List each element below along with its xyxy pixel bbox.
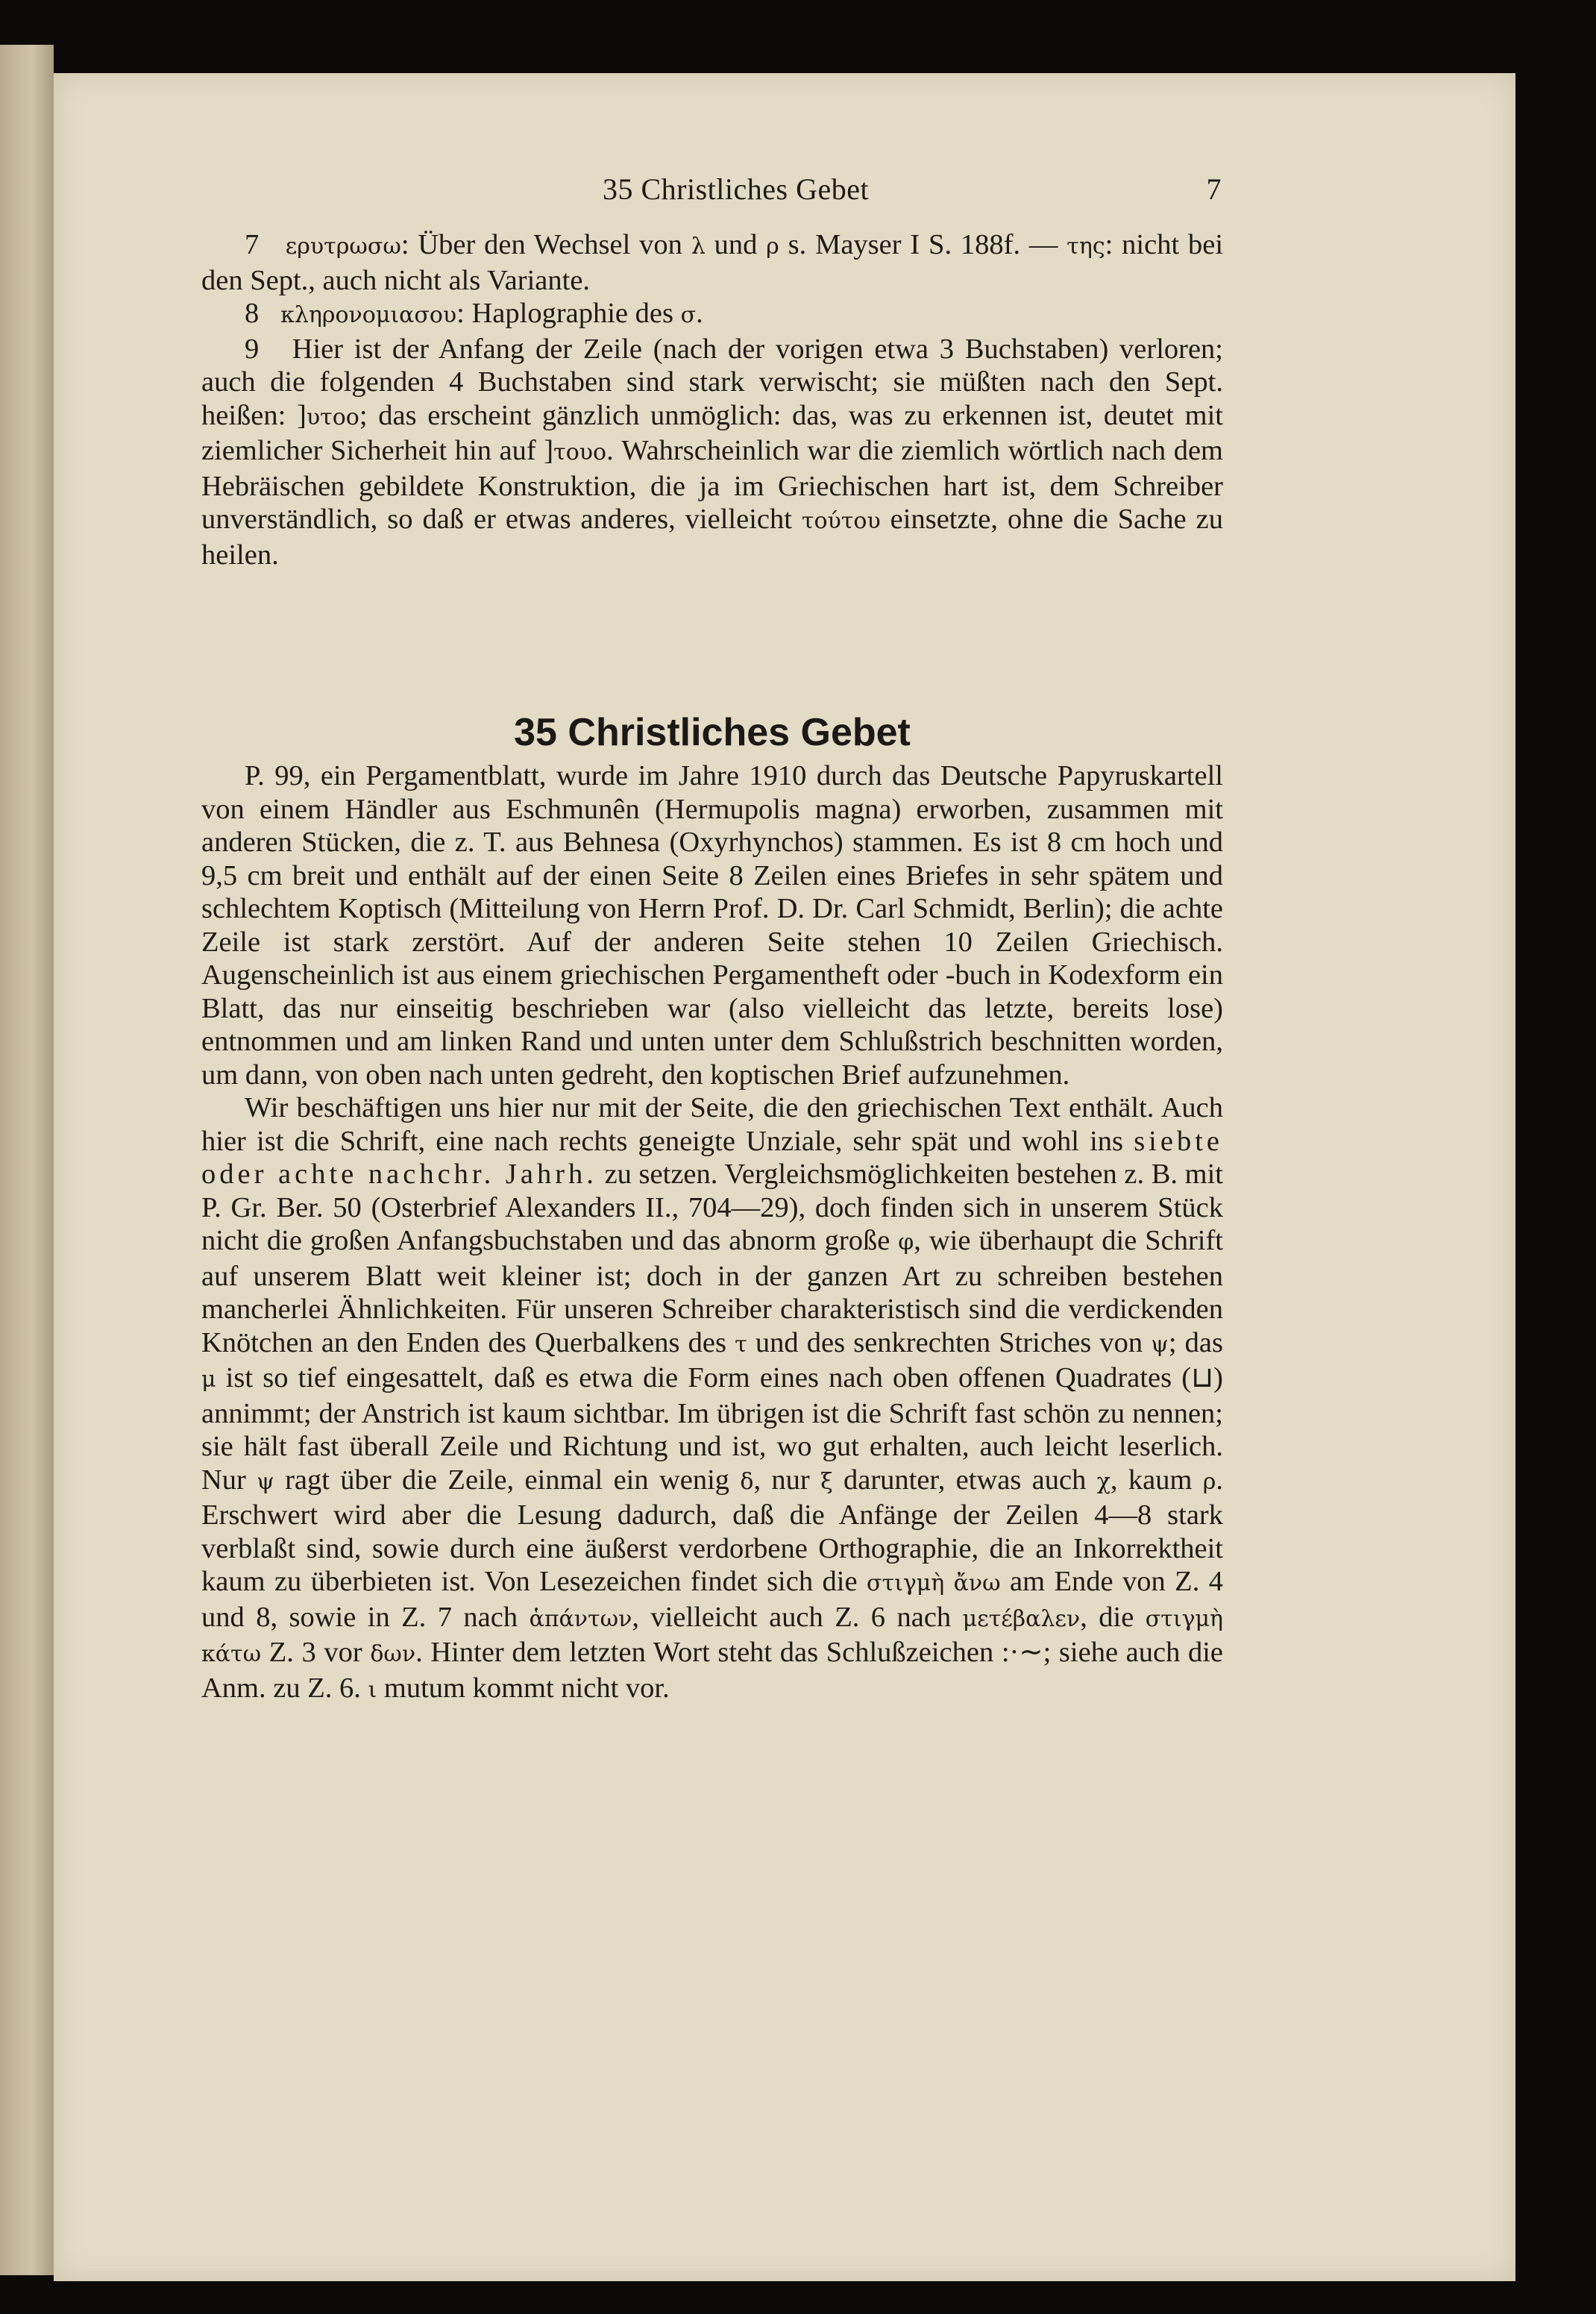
main-text	[201, 759, 1223, 1707]
note-line-8: 8 κληρονομιασου: Haplographie des σ.	[245, 298, 703, 329]
running-title: 35 Christliches Gebet	[603, 172, 870, 206]
running-header	[550, 172, 1222, 213]
page-number: 7	[1206, 172, 1222, 206]
note-line-7: 7 ερυτρωσω: Über den Wechsel von λ und ρ s. Mayser I S. 188f. — της: nicht bei den Sept., auch nicht als Variante.	[201, 229, 1224, 296]
note-line-9: 9 Hier ist der Anfang der Zeile (nach der vorigen etwa 3 Buchstaben) verloren; auch die folgenden 4 Buchstaben sind stark verwischt; sie müßten nach den Sept. heißen: ]υτοο; das erscheint gänzlich unmöglich: das, was zu erkennen ist, deutet mit ziemlicher Sicherheit hin auf ]τουο. Wahrscheinlich war die ziemlich wörtlich nach dem Hebräischen gebildete Konstruktion, die ja im Griechischen hart ist, dem Schreiber unverständlich, so daß er etwas anderes, vielleicht τούτου einsetzte, ohne die Sache zu heilen.	[201, 333, 1224, 571]
commentary-notes	[201, 228, 1223, 571]
paragraph-palaeography: Wir beschäftigen uns hier nur mit der Seite, die den griechischen Text enthält. Auch hier ist die Schrift, eine nach rechts geneigte Unziale, sehr spät und wohl ins siebte oder achte nachchr. Jahrh. zu setzen. Vergleichsmöglichkeiten bestehen z. B. mit P. Gr. Ber. 50 (Osterbrief Alexanders II., 704—29), doch finden sich in unserem Stück nicht die großen Anfangsbuchstaben und das abnorm große φ, wie überhaupt die Schrift auf unserem Blatt weit kleiner ist; doch in der ganzen Art zu schreiben bestehen mancherlei Ähnlichkeiten. Für unseren Schreiber charakteristisch sind die verdickenden Knötchen an den Enden des Querbalkens des τ und des senkrechten Striches von ψ; das μ ist so tief eingesattelt, daß es etwa die Form eines nach oben offenen Quadrates (⊔) annimmt; der Anstrich ist kaum sichtbar. Im übrigen ist die Schrift fast schön zu nennen; sie hält fast überall Zeile und Richtung und ist, wo gut erhalten, auch leicht leserlich. Nur ψ ragt über die Zeile, einmal ein wenig δ, nur ξ darunter, etwas auch χ, kaum ρ. Erschwert wird aber die Lesung dadurch, daß die Anfänge der Zeilen 4—8 stark verblaßt sind, sowie durch eine äußerst verdorbene Orthographie, die an Inkorrektheit kaum zu überbieten ist. Von Lesezeichen findet sich die στιγμὴ ἄνω am Ende von Z. 4 und 8, sowie in Z. 7 nach ἁπάντων, vielleicht auch Z. 6 nach μετέβαλεν, die στιγμὴ κάτω Z. 3 vor δων. Hinter dem letzten Wort steht das Schlußzeichen :·∼; siehe auch die Anm. zu Z. 6. ι mutum kommt nicht vor.	[201, 1092, 1224, 1704]
adjacent-page-edge	[0, 45, 54, 2275]
section-heading: 35 Christliches Gebet	[514, 711, 911, 754]
paragraph-provenance: P. 99, ein Pergamentblatt, wurde im Jahre 1910 durch das Deutsche Papyruskartell von einem Händler aus Eschmunên (Hermupolis magna) erworben, zusammen mit anderen Stücken, die z. T. aus Behnesa (Oxyrhynchos) stammen. Es ist 8 cm hoch und 9,5 cm breit und enthält auf der einen Seite 8 Zeilen eines Briefes in sehr spätem und schlechtem Koptisch (Mitteilung von Herrn Prof. D. Dr. Carl Schmidt, Berlin); die achte Zeile ist stark zerstört. Auf der anderen Seite stehen 10 Zeilen Griechisch. Augenscheinlich ist aus einem griechischen Pergamentheft oder -buch in Kodexform ein Blatt, das nur einseitig beschrieben war (also vielleicht das letzte, bereits lose) entnommen und am linken Rand und unten unter dem Schlußstrich beschnitten worden, um dann, von oben nach unten gedreht, den koptischen Brief aufzunehmen.	[201, 760, 1223, 1091]
